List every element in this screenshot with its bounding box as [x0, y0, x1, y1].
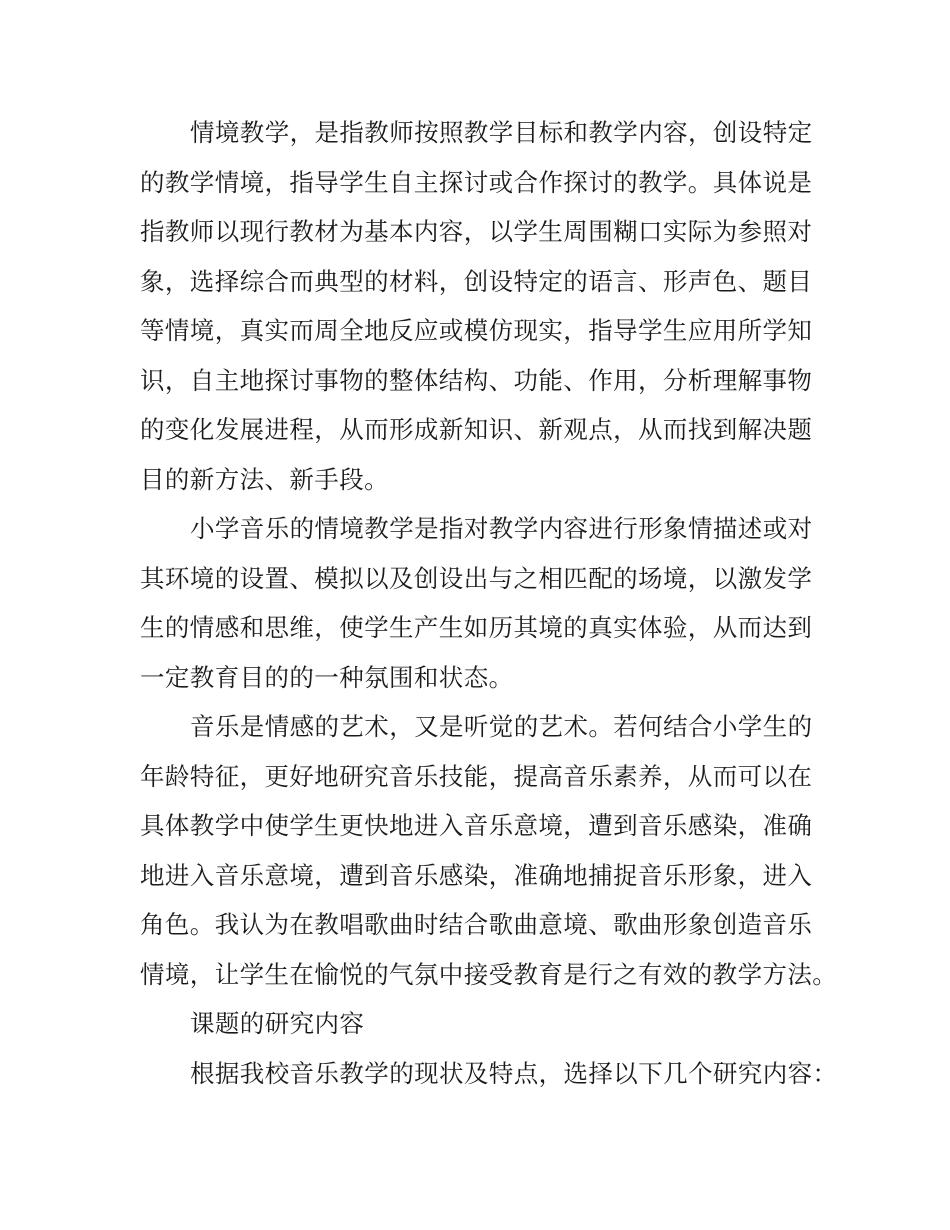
text-line: 一定教育目的的一种氛围和状态。	[140, 662, 514, 692]
text-line: 角色。我认为在教唱歌曲时结合歌曲意境、歌曲形象创造音乐	[140, 910, 813, 939]
section-heading-research-content	[140, 999, 830, 1049]
text-line: 情境，让学生在愉悦的气氛中接受教育是行之有效的教学方法。	[140, 959, 838, 989]
text-line: 象，选择综合而典型的材料，创设特定的语言、形声色、题目	[140, 266, 813, 296]
text-line: 年龄特征，更好地研究音乐技能，提高音乐素养，从而可以在	[140, 761, 813, 791]
text-line: 小学音乐的情境教学是指对教学内容进行形象情描述或对	[190, 514, 813, 543]
text-line: 情境教学，是指教师按照教学目标和教学内容，创设特定	[190, 118, 813, 147]
document-page	[140, 108, 838, 1098]
text-line: 的教学情境，指导学生自主探讨或合作探讨的教学。具体说是	[140, 167, 813, 197]
text-line: 其环境的设置、模拟以及创设出与之相匹配的场境，以激发学	[140, 563, 813, 593]
paragraph-music-art-of-emotion	[140, 702, 838, 999]
text-line: 根据我校音乐教学的现状及特点，选择以下几个研究内容：	[190, 1058, 838, 1088]
text-line: 的变化发展进程，从而形成新知识、新观点，从而找到解决题	[140, 415, 813, 444]
text-line: 音乐是情感的艺术，又是听觉的艺术。若何结合小学生的	[190, 712, 813, 741]
paragraph-primary-music-situational-teaching	[140, 504, 830, 702]
text-line: 具体教学中使学生更快地进入音乐意境，遭到音乐感染，准确	[140, 811, 813, 840]
paragraph-research-content-intro	[140, 1049, 838, 1099]
text-line: 识，自主地探讨事物的整体结构、功能、作用，分析理解事物	[140, 365, 813, 395]
text-line: 生的情感和思维，使学生产生如历其境的真实体验，从而达到	[140, 613, 813, 642]
text-line: 目的新方法、新手段。	[140, 464, 389, 494]
text-line: 指教师以现行教材为基本内容，以学生周围糊口实际为参照对	[140, 217, 813, 246]
heading-line: 课题的研究内容	[190, 1009, 365, 1038]
text-line: 等情境，真实而周全地反应或模仿现实，指导学生应用所学知	[140, 316, 813, 345]
paragraph-situational-teaching-definition	[140, 108, 830, 504]
text-line: 地进入音乐意境，遭到音乐感染，准确地捕捉音乐形象，进入	[140, 860, 813, 890]
